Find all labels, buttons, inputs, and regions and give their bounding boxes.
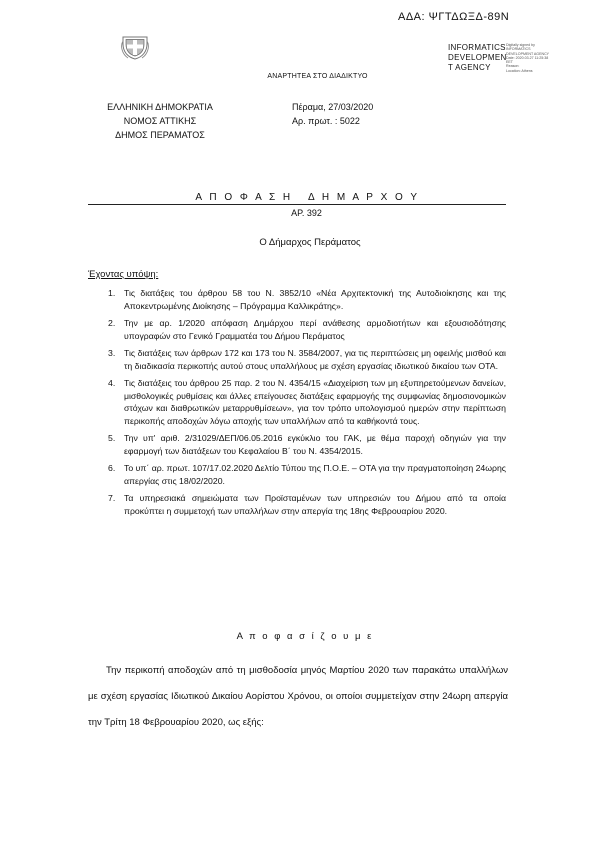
greek-emblem-icon: [120, 32, 150, 62]
item-text: Τις διατάξεις των άρθρων 172 και 173 του Ν. 3584/2007, για τις περιπτώσεις μη οφειλής μισθού και τη διαδικασία περικοπής αυτού στους υπαλλήλους με σχέση εργασίας ιδιωτικού δικαίου των ΟΤΑ.: [124, 348, 506, 371]
issuing-authority: [80, 100, 240, 142]
date-protocol-block: [292, 100, 373, 128]
item-text: Την με αρ. 1/2020 απόφαση Δημάρχου περί ανάθεσης αρμοδιοτήτων και εξουσιοδότησης υπογραφών στο Γενικό Γραμματέα του Δήμου Περάματος: [124, 318, 506, 341]
list-item: [88, 287, 506, 312]
document-title: Α Π Ο Φ Α Σ Η Δ Η Μ Α Ρ Χ Ο Υ: [195, 192, 420, 203]
posted-online-note: ΑΝΑΡΤΗΤΕΑ ΣΤΟ ΔΙΑΔΙΚΤΥΟ: [267, 73, 368, 80]
mayor-heading: Ο Δήμαρχος Περάματος: [259, 237, 361, 248]
item-text: Το υπ΄ αρ. πρωτ. 107/17.02.2020 Δελτίο Τύπου της Π.Ο.Ε. – ΟΤΑ για την πραγματοποίηση 24ωρης απεργίας στις 18/02/2020.: [124, 463, 506, 486]
digital-signature-stamp: [448, 43, 566, 73]
list-item: [88, 462, 506, 487]
item-number: 5.: [108, 433, 116, 443]
item-number: 1.: [108, 288, 116, 298]
authority-line: ΕΛΛΗΝΙΚΗ ΔΗΜΟΚΡΑΤΙΑ: [107, 102, 213, 112]
we-decide-heading: Α π ο φ α σ ί ζ ο υ μ ε: [236, 631, 374, 642]
authority-line: ΔΗΜΟΣ ΠΕΡΑΜΑΤΟΣ: [115, 130, 205, 140]
item-number: 3.: [108, 348, 116, 358]
item-number: 2.: [108, 318, 116, 328]
protocol-number: Αρ. πρωτ. : 5022: [292, 116, 360, 126]
item-text: Τις διατάξεις του άρθρου 25 παρ. 2 του Ν. 4354/15 «Διαχείριση των μη εξυπηρετούμενων δανείων, μισθολογικές ρυθμίσεις και άλλες επείγουσες διατάξεις εφαρμογής της συμφωνίας δημοσιονομικών στόχων και διαθρωτικών μεταρρυθμίσεων», για τον τρόπο υπολογισμού ημερών στην περίπτωση περικοπής αποδοχών λόγω αποχής των υπαλλήλων από τα καθήκοντά τους.: [124, 378, 506, 426]
list-item: [88, 347, 506, 372]
signature-details: Digitally signed by INFORMATICS DEVELOPMENT AGENCY Date: 2020.03.27 11:25:38 EET Reason: Location: Athens: [506, 43, 550, 73]
list-item: [88, 432, 506, 457]
having-considered-heading: Έχοντας υπόψη:: [88, 269, 159, 280]
authority-line: ΝΟΜΟΣ ΑΤΤΙΚΗΣ: [123, 116, 197, 126]
decision-paragraph: Την περικοπή αποδοχών από τη μισθοδοσία μηνός Μαρτίου 2020 των παρακάτω υπαλλήλων με σχέση εργασίας Ιδιωτικού Δικαίου Αορίστου Χρόνου, οι οποίοι συμμετείχαν στην 24ωρη απεργία την Τρίτη 18 Φεβρουαρίου 2020, ως εξής:: [88, 665, 508, 728]
signing-agency-name: INFORMATICS DEVELOPMEN T AGENCY: [448, 43, 507, 72]
considerations-list: [88, 287, 506, 522]
list-item: [88, 317, 506, 342]
item-text: Τα υπηρεσιακά σημειώματα των Προϊσταμένων των υπηρεσιών του Δήμου από τα οποία προκύπτει η συμμετοχή των υπαλλήλων στην απεργία της 18ης Φεβρουαρίου 2020.: [124, 493, 506, 516]
item-text: Τις διατάξεις του άρθρου 58 του Ν. 3852/10 «Νέα Αρχιτεκτονική της Αυτοδιοίκησης και της Αποκεντρωμένης Διοίκησης – Πρόγραμμα Καλλικράτης».: [124, 288, 506, 311]
title-divider: [88, 204, 506, 205]
list-item: [88, 492, 506, 517]
ada-code: ΑΔΑ: ΨΓΤΔΩΞΔ-89Ν: [398, 11, 510, 23]
item-text: Την υπ' αριθ. 2/31029/ΔΕΠ/06.05.2016 εγκύκλιο του ΓΑΚ, με θέμα παροχή οδηγιών για την εφαρμογή των διατάξεων του Κεφαλαίου Β΄ του Ν. 4354/2015.: [124, 433, 506, 456]
decision-number: ΑΡ. 392: [291, 208, 322, 218]
list-item: [88, 377, 506, 427]
item-number: 6.: [108, 463, 116, 473]
item-number: 7.: [108, 493, 116, 503]
item-number: 4.: [108, 378, 116, 388]
place-date: Πέραμα, 27/03/2020: [292, 102, 374, 112]
